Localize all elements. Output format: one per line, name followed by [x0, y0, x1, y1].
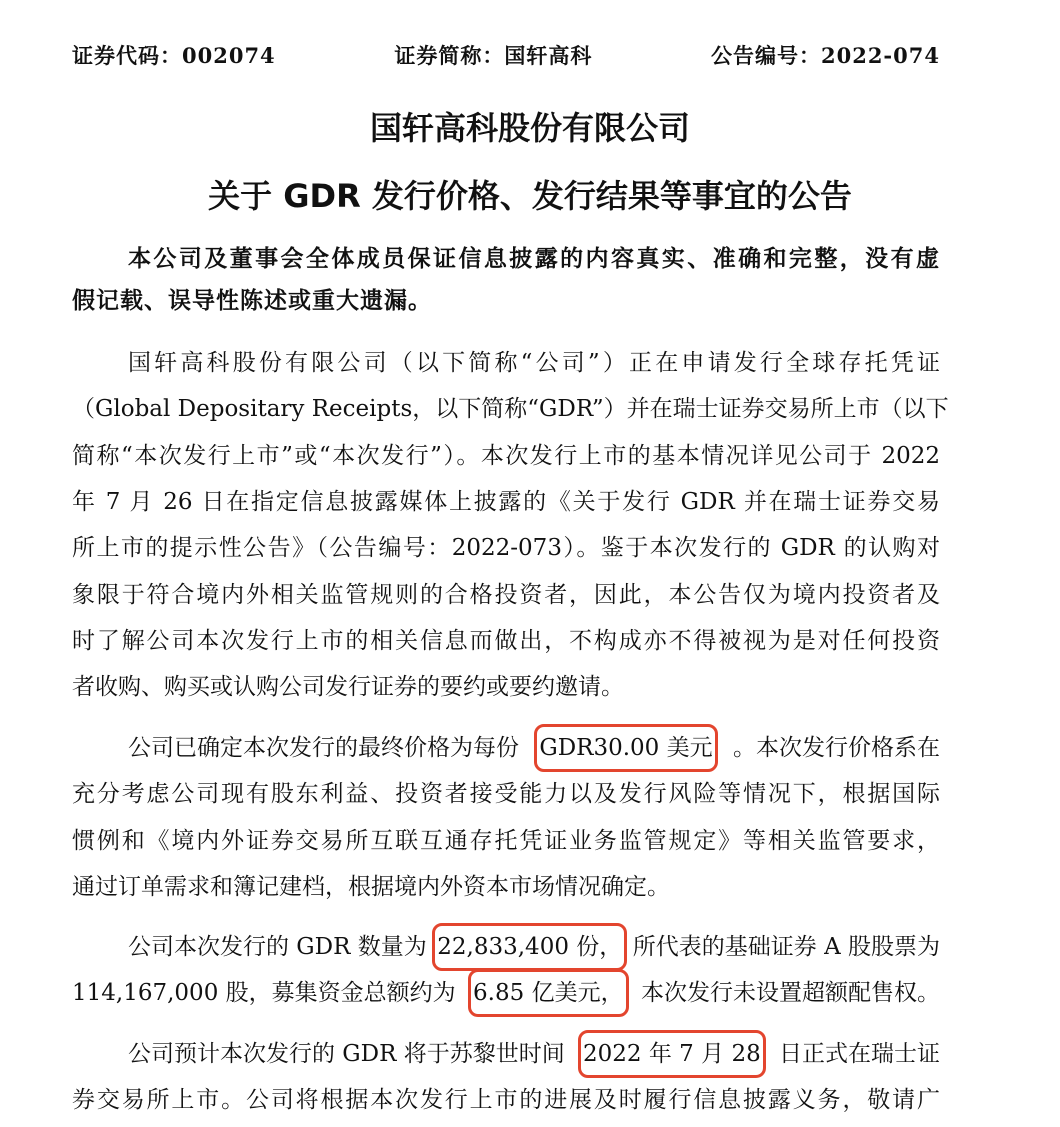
paragraph-line: 券交易所上市。公司将根据本次发行上市的进展及时履行信息披露义务，敬请广 [72, 1087, 940, 1113]
paragraph-line [128, 733, 940, 763]
highlight-proceeds: 6.85 亿美元， [468, 969, 629, 1017]
paragraph-line: 充分考虑公司现有股东利益、投资者接受能力以及发行风险等情况下，根据国际 [72, 781, 940, 807]
highlight-price: GDR30.00 美元 [534, 724, 717, 772]
paragraph-line: 简称“本次发行上市”或“本次发行”）。本次发行上市的基本情况详见公司于 2022 [72, 443, 940, 469]
stock-name: 证券简称：国轩高科 [394, 43, 593, 68]
statement-line: 假记载、误导性陈述或重大遗漏。 [72, 287, 432, 314]
company-title: 国轩高科股份有限公司 [369, 109, 690, 147]
highlight-quantity: 22,833,400 份， [432, 923, 627, 971]
paragraph-line: （Global Depositary Receipts，以下简称“GDR”）并在瑞士证券交易所上市（以下 [72, 396, 949, 422]
text-segment: 114,167,000 股，募集资金总额约为 [72, 980, 456, 1006]
paragraph-line: 时了解公司本次发行上市的相关信息而做出，不构成亦不得被视为是对任何投资 [72, 628, 940, 654]
paragraph-line: 者收购、购买或认购公司发行证券的要约或要约邀请。 [72, 674, 624, 700]
text-segment: 所代表的基础证券 A 股股票为 [632, 934, 940, 960]
paragraph-line: 通过订单需求和簿记建档，根据境内外资本市场情况确定。 [72, 874, 670, 900]
announcement-title: 关于 GDR 发行价格、发行结果等事宜的公告 [208, 177, 852, 215]
text-segment: 公司本次发行的 GDR 数量为 [128, 934, 427, 960]
paragraph-line: 象限于符合境内外相关监管规则的合格投资者，因此，本公告仅为境内投资者及 [72, 582, 940, 608]
document-header [72, 40, 940, 70]
text-segment: 。本次发行价格系在 [732, 735, 940, 761]
highlight-listing-date: 2022 年 7 月 28 [578, 1030, 766, 1078]
text-segment: 公司已确定本次发行的最终价格为每份 [128, 735, 519, 761]
paragraph-line [128, 932, 940, 962]
paragraph-line [72, 978, 940, 1008]
stock-code: 证券代码：002074 [72, 43, 276, 68]
paragraph-line: 所上市的提示性公告》（公告编号：2022-073）。鉴于本次发行的 GDR 的认购对 [72, 535, 940, 561]
paragraph-line: 年 7 月 26 日在指定信息披露媒体上披露的《关于发行 GDR 并在瑞士证券交易 [72, 489, 940, 515]
text-segment: 日正式在瑞士证 [778, 1041, 940, 1067]
text-segment: 本次发行未设置超额配售权。 [640, 980, 940, 1006]
paragraph-line [128, 1039, 940, 1069]
notice-number: 公告编号：2022-074 [710, 43, 940, 68]
statement-line: 本公司及董事会全体成员保证信息披露的内容真实、准确和完整，没有虚 [128, 245, 940, 272]
paragraph-line: 国轩高科股份有限公司（以下简称“公司”）正在申请发行全球存托凭证 [128, 350, 940, 376]
paragraph-line: 惯例和《境内外证券交易所互联互通存托凭证业务监管规定》等相关监管要求， [72, 828, 940, 854]
text-segment: 公司预计本次发行的 GDR 将于苏黎世时间 [128, 1041, 565, 1067]
